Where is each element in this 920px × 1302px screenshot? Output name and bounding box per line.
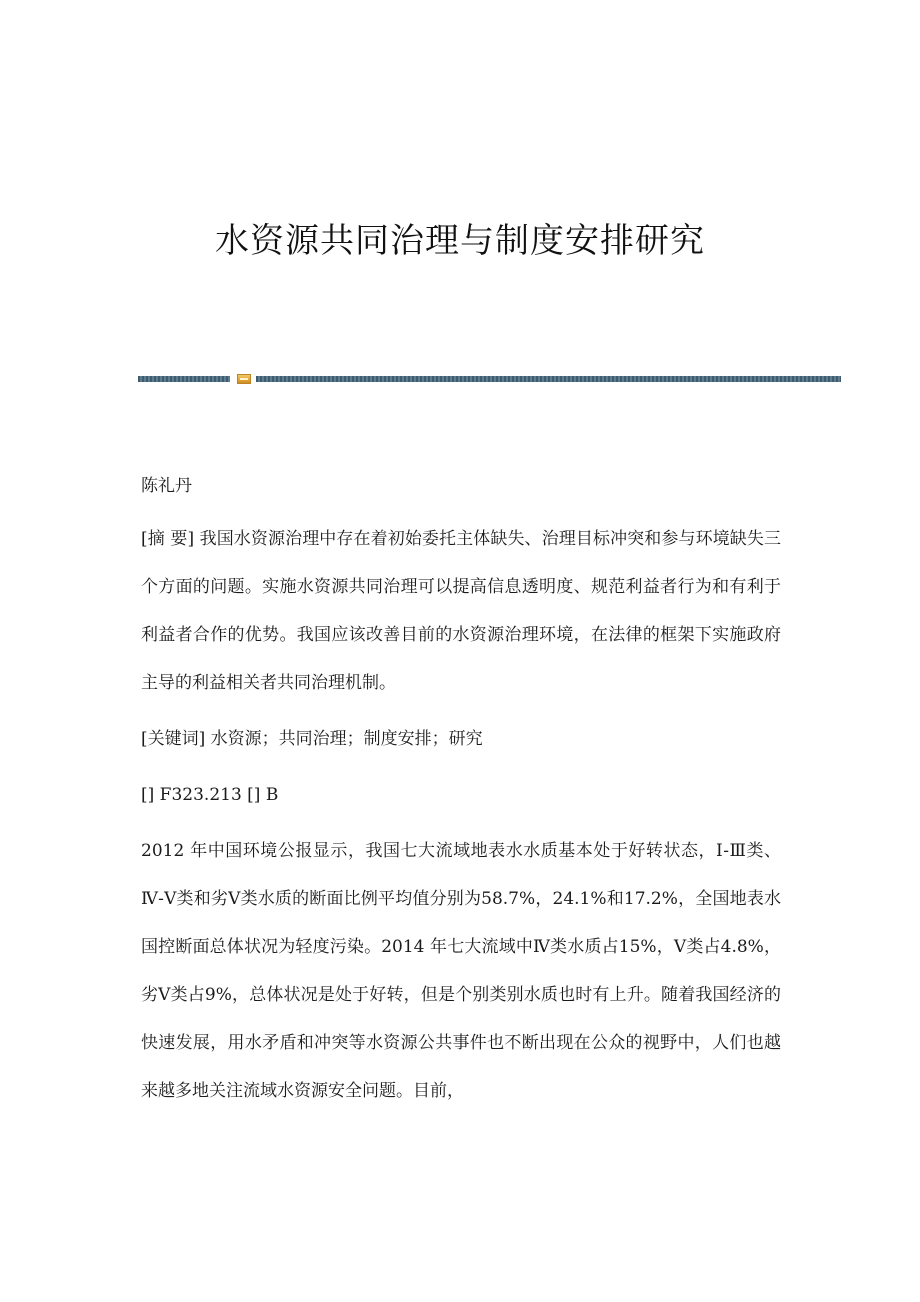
divider-bar-right: [256, 376, 841, 382]
intro-paragraph: 2012 年中国环境公报显示，我国七大流域地表水水质基本处于好转状态，Ⅰ-Ⅲ类、Ⅳ-Ⅴ类和劣Ⅴ类水质的断面比例平均值分别为58.7%，24.1%和17.2%，全国地表水国控断面总体状况为轻度污染。2014 年七大流域中Ⅳ类水质占15%，Ⅴ类占4.8%，劣Ⅴ类占9%，总体状况是处于好转，但是个别类别水质也时有上升。随着我国经济的快速发展，用水矛盾和冲突等水资源公共事件也不断出现在公众的视野中，人们也越来越多地关注流域水资源安全问题。目前，: [141, 841, 781, 1101]
abstract-paragraph: [摘 要] 我国水资源治理中存在着初始委托主体缺失、治理目标冲突和参与环境缺失三个方面的问题。实施水资源共同治理可以提高信息透明度、规范利益者行为和有利于利益者合作的优势。我国应该改善目前的水资源治理环境，在法律的框架下实施政府主导的利益相关者共同治理机制。: [141, 529, 781, 693]
divider-bar-left: [138, 376, 230, 382]
classification-line: [] F323.213 [] B: [141, 785, 279, 805]
keywords-line: [关键词] 水资源；共同治理；制度安排；研究: [141, 729, 483, 749]
author-name: 陈礼丹: [141, 476, 192, 496]
paper-title: 水资源共同治理与制度安排研究: [215, 221, 705, 261]
title-divider: [138, 374, 841, 384]
divider-emblem-icon: [237, 374, 251, 384]
